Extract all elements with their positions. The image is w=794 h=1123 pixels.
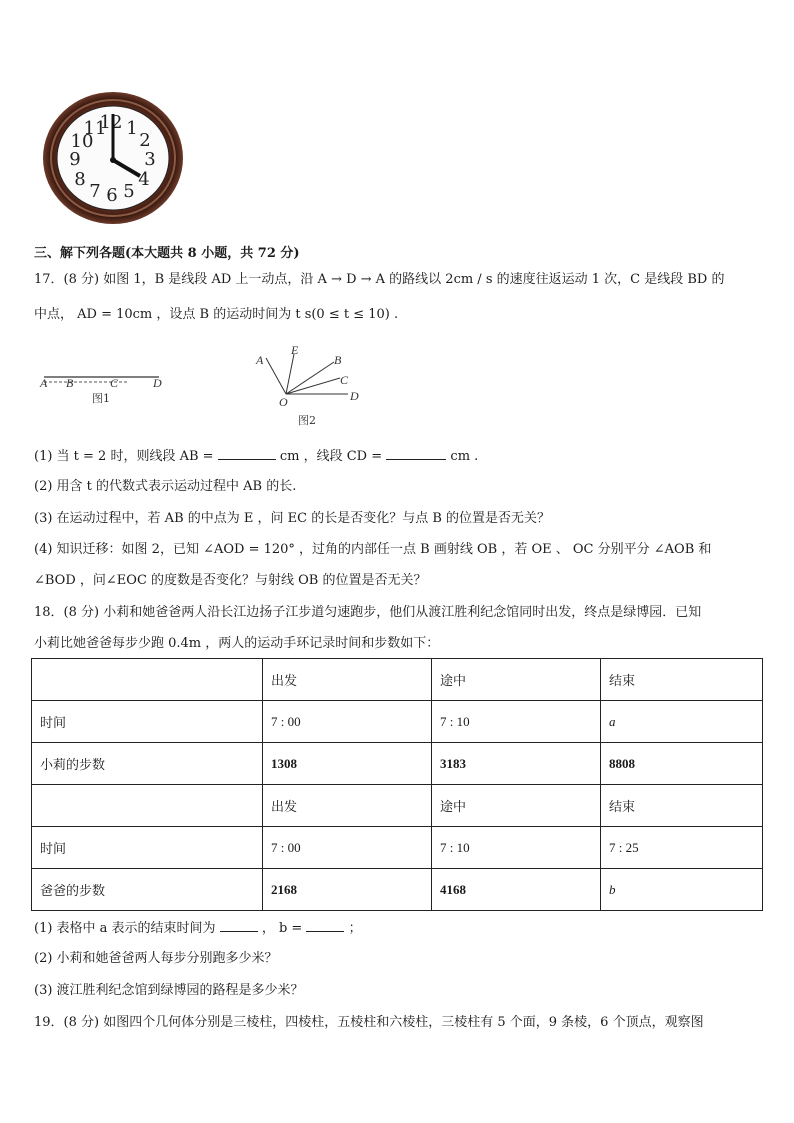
clock-numeral: 7 <box>89 181 101 202</box>
fig1-label-c: C <box>110 376 119 390</box>
section-heading: 三、解下列各题(本大题共 8 小题，共 72 分) <box>34 246 300 261</box>
q17-sub1-mid: cm ，线段 CD = <box>279 449 383 464</box>
fig2-label-a: A <box>256 353 264 367</box>
ray-oc <box>286 378 340 394</box>
q18-sub1 <box>34 918 362 938</box>
q18-answer-blank-a[interactable] <box>220 918 258 932</box>
q17-sub3: (3) 在运动过程中，若 AB 的中点为 E ，问 EC 的长是否变化？与点 B 的位置是否无关？ <box>34 511 551 526</box>
q18-sub1-prefix: (1) 表格中 a 表示的结束时间为 <box>34 921 216 936</box>
fig2-label-o: O <box>279 395 288 408</box>
clock-numeral: 8 <box>74 169 86 190</box>
table-row-label: 爸爸的步数 <box>32 869 263 911</box>
q17-sub4-line1: (4) 知识迁移：如图 2，已知 ∠AOD = 120° ，过角的内部任一点 B 画射线 OB ，若 OE 、 OC 分别平分 ∠AOB 和 <box>34 542 712 557</box>
clock-numeral: 5 <box>123 181 135 202</box>
fig2-label-c: C <box>340 373 349 387</box>
clock-numeral: 6 <box>106 185 118 206</box>
clock-numeral: 3 <box>144 149 156 170</box>
q18-sub2: (2) 小莉和她爸爸两人每步分别跑多少米？ <box>34 951 278 966</box>
table-cell: 7 : 00 <box>263 701 432 743</box>
q17-line1: 17．(8 分) 如图 1，B 是线段 AD 上一动点，沿 A → D → A 的路线以 2cm / s 的速度往返运动 1 次，C 是线段 BD 的 <box>34 272 725 287</box>
table-cell <box>32 785 263 827</box>
q17-answer-blank-cd[interactable] <box>386 446 446 460</box>
q18-sub1-suffix: ； <box>348 921 362 936</box>
table-header-cell: 结束 <box>601 659 763 701</box>
q18-line2: 小莉比她爸爸每步少跑 0.4m ，两人的运动手环记录时间和步数如下： <box>34 636 440 651</box>
table-cell: 7 : 10 <box>432 827 601 869</box>
table-header-cell: 途中 <box>432 785 601 827</box>
table-row <box>32 743 763 785</box>
table-cell: 4168 <box>432 869 601 911</box>
q17-sub4-line2: ∠BOD ，问∠EOC 的度数是否变化？与射线 OB 的位置是否无关？ <box>34 573 427 588</box>
figure-1-caption: 图1 <box>92 392 110 405</box>
table-cell: 3183 <box>432 743 601 785</box>
q17-sub1 <box>34 446 478 466</box>
table-cell: 8808 <box>601 743 763 785</box>
table-cell: 7 : 10 <box>432 701 601 743</box>
clock-numeral: 4 <box>138 169 150 190</box>
clock-numeral: 10 <box>70 131 94 152</box>
fig1-label-d: D <box>153 376 162 390</box>
table-cell: a <box>601 701 763 743</box>
table-row <box>32 869 763 911</box>
table-header-cell: 出发 <box>263 659 432 701</box>
clock-numeral: 1 <box>126 118 138 139</box>
table-row-label: 时间 <box>32 827 263 869</box>
q18-sub1-mid: ， b = <box>261 921 303 936</box>
figure-2-caption: 图2 <box>298 414 316 427</box>
clock-numeral: 11 <box>83 118 107 139</box>
q18-line1: 18．(8 分) 小莉和她爸爸两人沿长江边扬子江步道匀速跑步，他们从渡江胜利纪念馆同时出发，终点是绿博园．已知 <box>34 605 702 620</box>
table-header-cell: 出发 <box>263 785 432 827</box>
table-row <box>32 827 763 869</box>
ray-oe <box>286 354 294 394</box>
table-cell <box>32 659 263 701</box>
clock-numeral: 9 <box>69 149 81 170</box>
ray-ob <box>286 362 334 394</box>
table-cell: 7 : 25 <box>601 827 763 869</box>
table-row-label: 时间 <box>32 701 263 743</box>
table-row-label: 小莉的步数 <box>32 743 263 785</box>
table-cell: 7 : 00 <box>263 827 432 869</box>
clock-center <box>110 157 116 163</box>
q17-sub2: (2) 用含 t 的代数式表示运动过程中 AB 的长. <box>34 479 297 494</box>
q17-sub1-suffix: cm . <box>450 449 479 464</box>
clock-image <box>40 90 186 226</box>
table-cell: 1308 <box>263 743 432 785</box>
fig2-label-d: D <box>350 389 359 403</box>
fig1-label-a: A <box>40 376 48 390</box>
clock-numeral: 12 <box>99 112 123 133</box>
table-cell: 2168 <box>263 869 432 911</box>
q17-answer-blank-ab[interactable] <box>218 446 276 460</box>
clock-numeral: 2 <box>139 130 151 151</box>
q17-sub1-prefix: (1) 当 t = 2 时，则线段 AB = <box>34 449 214 464</box>
q18-answer-blank-b[interactable] <box>306 918 344 932</box>
table-row <box>32 659 763 701</box>
q19-line1: 19．(8 分) 如图四个几何体分别是三棱柱，四棱柱，五棱柱和六棱柱，三棱柱有 5 个面，9 条棱，6 个顶点，观察图 <box>34 1015 704 1030</box>
table-cell: b <box>601 869 763 911</box>
table-row <box>32 701 763 743</box>
q17-line2: 中点， AD = 10cm ，设点 B 的运动时间为 t s(0 ≤ t ≤ 10) . <box>34 307 399 322</box>
q18-table <box>31 658 763 911</box>
ray-oa <box>266 358 286 394</box>
figure-2-angle <box>248 342 368 408</box>
fig1-label-b: B <box>66 376 74 390</box>
q18-sub3: (3) 渡江胜利纪念馆到绿博园的路程是多少米？ <box>34 983 304 998</box>
fig2-label-b: B <box>334 353 342 367</box>
table-header-cell: 结束 <box>601 785 763 827</box>
fig2-label-e: E <box>291 343 299 357</box>
table-header-cell: 途中 <box>432 659 601 701</box>
table-row <box>32 785 763 827</box>
